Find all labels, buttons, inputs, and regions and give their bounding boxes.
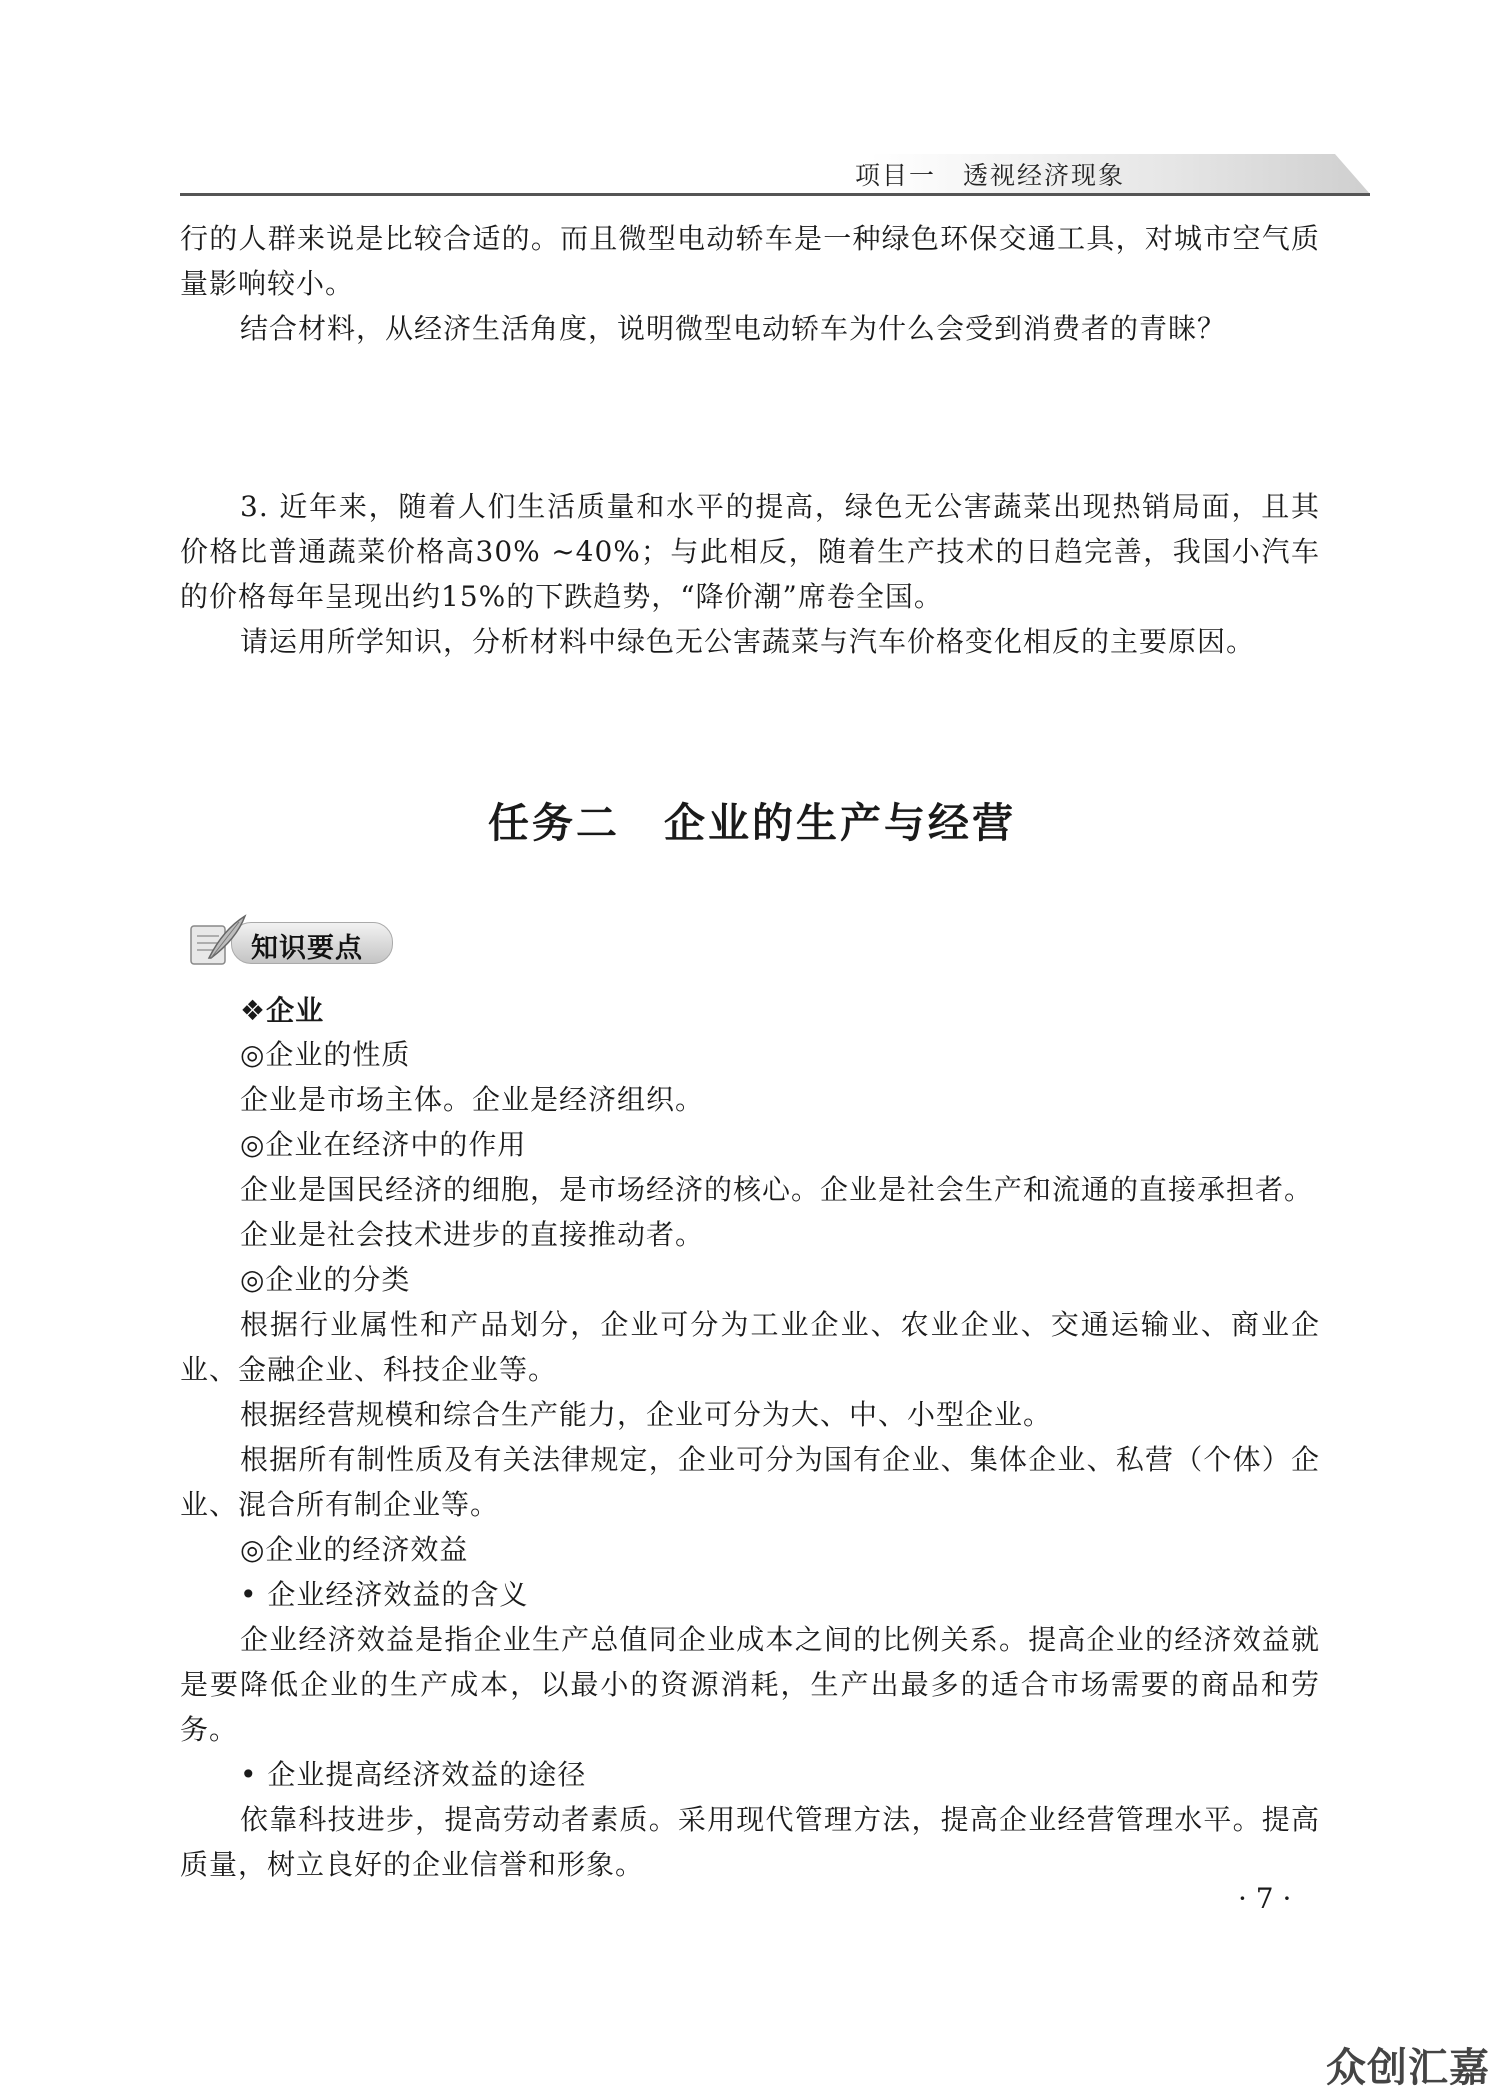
header-title: 项目一 透视经济现象 <box>854 161 1125 190</box>
knowledge-badge <box>183 912 393 964</box>
bullet-meaning: • 企业经济效益的含义 <box>240 1578 529 1611</box>
text-role-1: 企业是国民经济的细胞，是市场经济的核心。企业是社会生产和流通的直接承担者。 <box>240 1173 1314 1206</box>
question-3: 3. 近年来，随着人们生活质量和水平的提高，绿色无公害蔬菜出现热销局面，且其价格比普通蔬菜价格高30% ~40%；与此相反，随着生产技术的日趋完善，我国小汽车的价格每年呈现出约15%的下跌趋势，“降价潮”席卷全国。 <box>180 490 1320 613</box>
quill-note-icon <box>187 912 249 968</box>
header-rule <box>180 193 1370 196</box>
text-nature: 企业是市场主体。企业是经济组织。 <box>240 1083 705 1116</box>
text-classification-1: 根据行业属性和产品划分，企业可分为工业企业、农业企业、交通运输业、商业企业、金融企业、科技企业等。 <box>180 1308 1320 1386</box>
badge-label: 知识要点 <box>251 933 363 964</box>
subheading-benefit: ◎企业的经济效益 <box>240 1533 469 1566</box>
text-role-2: 企业是社会技术进步的直接推动者。 <box>240 1218 705 1251</box>
watermark: 众创汇嘉 <box>1326 2045 1490 2091</box>
text-meaning: 企业经济效益是指企业生产总值同企业成本之间的比例关系。提高企业的经济效益就是要降低企业的生产成本，以最小的资源消耗，生产出最多的适合市场需要的商品和劳务。 <box>180 1623 1320 1746</box>
text-classification-3: 根据所有制性质及有关法律规定，企业可分为国有企业、集体企业、私营（个体）企业、混合所有制企业等。 <box>180 1443 1320 1521</box>
paragraph-continuation: 行的人群来说是比较合适的。而且微型电动轿车是一种绿色环保交通工具，对城市空气质量影响较小。 <box>180 222 1320 300</box>
question-3-prompt: 请运用所学知识，分析材料中绿色无公害蔬菜与汽车价格变化相反的主要原因。 <box>240 625 1256 658</box>
subheading-classification: ◎企业的分类 <box>240 1263 411 1296</box>
subheading-role: ◎企业在经济中的作用 <box>240 1128 527 1161</box>
text-classification-2: 根据经营规模和综合生产能力，企业可分为大、中、小型企业。 <box>240 1398 1053 1431</box>
task-title: 任务二 企业的生产与经营 <box>488 799 1016 847</box>
text-ways: 依靠科技进步，提高劳动者素质。采用现代管理方法，提高企业经营管理水平。提高质量，树立良好的企业信誉和形象。 <box>180 1803 1320 1881</box>
running-header <box>180 148 1370 196</box>
heading-enterprise: ❖企业 <box>240 994 325 1027</box>
question-2-prompt: 结合材料，从经济生活角度，说明微型电动轿车为什么会受到消费者的青睐？ <box>240 312 1227 345</box>
page-number: · 7 · <box>1238 1882 1292 1915</box>
bullet-ways: • 企业提高经济效益的途径 <box>240 1758 587 1791</box>
subheading-nature: ◎企业的性质 <box>240 1038 411 1071</box>
